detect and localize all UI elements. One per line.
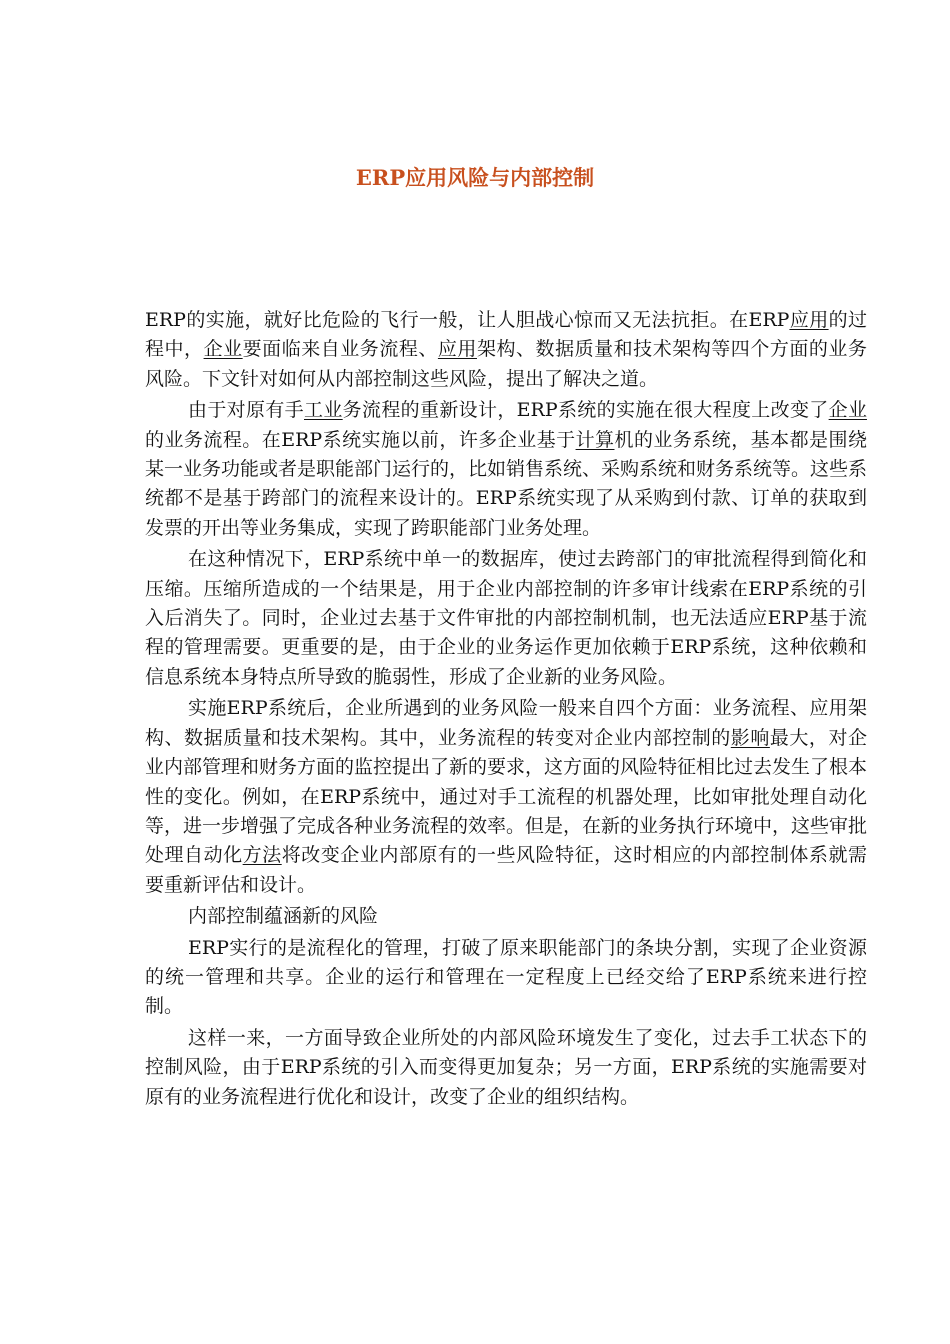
underlined-term: 应用 xyxy=(789,309,829,331)
text-segment: 在这种情况下，ERP系统中单一的数据库，使过去跨部门的审批流程得到简化和压缩。压缩所造成的一个结果是，用于企业内部控制的许多审计线索在ERP系统的引入后消失了。同时，企业过去基于文件审批的内部控制机制，也无法适应ERP基于流程的管理需要。更重要的是，由于企业的业务运作更加依赖于ERP系统，这种依赖和信息系统本身特点所导致的脆弱性，形成了企业新的业务风险。 xyxy=(145,548,867,688)
body-paragraph xyxy=(145,396,867,543)
text-segment: 将改变企业内部原有的一些风险特征，这时相应的内部控制体系就需要重新评估和设计。 xyxy=(145,844,867,896)
document-body xyxy=(145,306,867,1114)
underlined-term: 应用 xyxy=(437,338,477,361)
text-segment: 机的业务系统，基本都是围绕某一业务功能或者是职能部门运行的，比如销售系统、采购系统和财务系统等。这些系统都不是基于跨部门的流程来设计的。ERP系统实现了从采购到付款、订单的获取到发票的开出等业务集成，实现了跨职能部门业务处理。 xyxy=(145,428,868,539)
body-paragraph xyxy=(145,694,867,900)
section-heading xyxy=(145,902,867,931)
body-paragraph xyxy=(145,1024,867,1112)
text-segment: 最大，对企业内部管理和财务方面的监控提出了新的要求，这方面的风险特征相比过去发生了根本性的变化。例如，在ERP系统中，通过对手工流程的机器处理，比如审批处理自动化等，进一步增强了完成各种业务流程的效率。但是，在新的业务执行环境中，这些审批处理自动化 xyxy=(145,726,868,867)
underlined-term: 计算 xyxy=(575,428,615,451)
text-segment: 要面临来自业务流程、 xyxy=(242,338,438,361)
body-paragraph xyxy=(145,306,867,394)
underlined-term: 工业 xyxy=(304,399,343,422)
text-segment: 的业务流程。在ERP系统实施以前，许多企业基于 xyxy=(145,428,576,451)
text-segment: 的过程中， xyxy=(145,309,867,361)
body-paragraph xyxy=(145,545,867,692)
document-title: ERP应用风险与内部控制 xyxy=(355,165,595,190)
underlined-term: 企业 xyxy=(828,399,867,422)
text-segment: 由于对原有手 xyxy=(188,399,304,422)
text-segment: ERP的实施，就好比危险的飞行一般，让人胆战心惊而又无法抗拒。在ERP xyxy=(145,309,790,331)
underlined-term: 企业 xyxy=(203,338,243,361)
body-paragraph xyxy=(145,934,867,1022)
text-segment: 内部控制蕴涵新的风险 xyxy=(188,905,379,928)
text-segment: 实施ERP系统后，企业所遇到的业务风险一般来自四个方面：业务流程、应用架构、数据质量和技术架构。其中，业务流程的转变对企业内部控制的 xyxy=(145,697,867,749)
underlined-term: 影响 xyxy=(730,726,770,749)
text-segment: ERP实行的是流程化的管理，打破了原来职能部门的条块分割，实现了企业资源的统一管理和共享。企业的运行和管理在一定程度上已经交给了ERP系统来进行控制。 xyxy=(145,936,867,1018)
underlined-term: 方法 xyxy=(242,844,282,867)
text-segment: 这样一来，一方面导致企业所处的内部风险环境发生了变化，过去手工状态下的控制风险，由于ERP系统的引入而变得更加复杂；另一方面，ERP系统的实施需要对原有的业务流程进行优化和设计，改变了企业的组织结构。 xyxy=(145,1026,867,1108)
text-segment: 架构、数据质量和技术架构等四个方面的业务风险。下文针对如何从内部控制这些风险，提出了解决之道。 xyxy=(145,338,867,390)
text-segment: 务流程的重新设计，ERP系统的实施在很大程度上改变了 xyxy=(342,399,829,422)
